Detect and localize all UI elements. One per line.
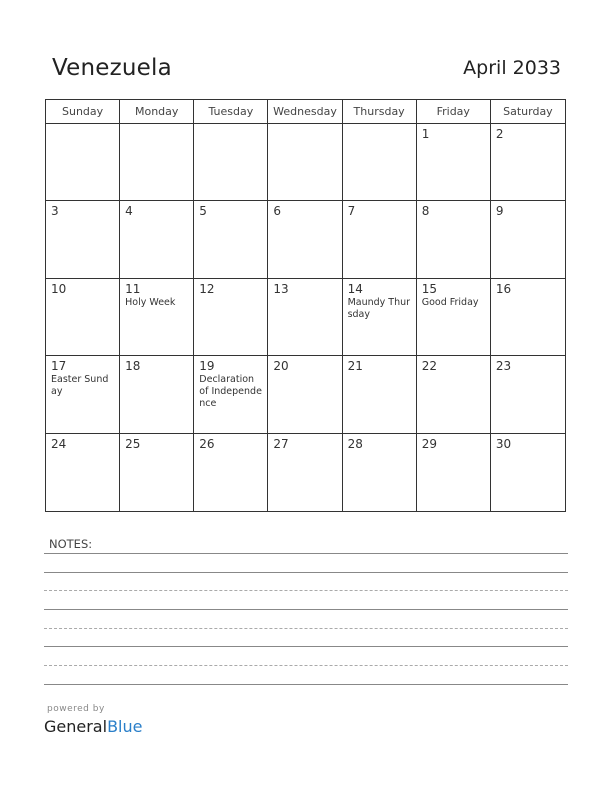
holiday-label: Easter Sunday [51,374,109,398]
day-number: 6 [273,204,282,219]
day-number: 25 [125,436,141,451]
powered-by-text: powered by [47,704,105,714]
day-cell-29 [417,434,491,511]
day-number: 19 [199,359,215,374]
day-number: 5 [199,204,207,219]
calendar-country-title: Venezuela [52,55,172,81]
brand-blue-text: Blue [107,717,143,736]
day-number: 21 [347,359,363,374]
day-cell-19 [194,356,268,433]
brand-general-text: General [44,717,108,736]
day-number: 3 [51,204,59,219]
day-cell-30 [491,434,565,511]
day-cell-8 [417,201,491,278]
day-number: 20 [273,359,289,374]
day-number: 16 [495,281,512,296]
day-cell-15 [417,279,491,356]
day-cell-28 [343,434,417,511]
day-cell-16 [491,279,565,356]
day-number: 29 [421,436,437,451]
day-number: 8 [421,204,430,219]
weekday-header-tuesday: Tuesday [194,100,268,124]
notes-line [44,609,568,610]
day-number: 22 [421,359,437,374]
day-cell-6 [268,201,342,278]
day-cell-empty [120,124,194,201]
day-cell-1 [417,124,491,201]
day-number: 15 [421,281,437,296]
day-cell-17 [46,356,120,433]
day-cell-22 [417,356,491,433]
day-number: 28 [347,436,363,451]
calendar-month-title: April 2033 [463,57,561,79]
day-number: 2 [495,127,504,141]
day-cell-empty [343,124,417,201]
weekday-header-thursday: Thursday [343,100,417,124]
notes-label: NOTES: [49,537,93,551]
holiday-label: Good Friday [421,296,479,308]
day-cell-empty [46,124,120,201]
notes-line [44,553,568,554]
day-cell-14 [343,279,417,356]
day-cell-10 [46,279,120,356]
day-number: 7 [347,204,356,219]
day-cell-23 [491,356,565,433]
day-cell-3 [46,201,120,278]
notes-line [44,572,568,573]
day-cell-11 [120,279,194,356]
day-number: 1 [421,127,430,141]
day-number: 18 [125,359,141,374]
day-number: 17 [51,359,67,374]
holiday-label: Declaration of Independence [199,374,262,410]
day-cell-25 [120,434,194,511]
holiday-label: Holy Week [125,296,176,308]
day-cell-26 [194,434,268,511]
notes-line [44,684,568,685]
day-number: 23 [495,359,512,374]
day-cell-5 [194,201,268,278]
day-number: 9 [495,204,504,219]
day-cell-2 [491,124,565,201]
day-cell-21 [343,356,417,433]
day-cell-27 [268,434,342,511]
day-number: 26 [199,436,215,451]
day-number: 10 [51,281,67,296]
day-number: 27 [273,436,289,451]
weekday-header-saturday: Saturday [491,100,565,124]
day-number: 13 [273,281,289,296]
day-number: 14 [347,281,363,296]
day-cell-12 [194,279,268,356]
day-cell-7 [343,201,417,278]
weekday-header-monday: Monday [120,100,194,124]
day-cell-4 [120,201,194,278]
notes-line [44,590,568,591]
day-cell-9 [491,201,565,278]
day-cell-empty [268,124,342,201]
day-cell-20 [268,356,342,433]
day-number: 4 [125,204,133,219]
notes-line [44,665,568,666]
day-cell-24 [46,434,120,511]
weekday-header-friday: Friday [417,100,491,124]
generalblue-logo [44,717,142,736]
notes-line [44,628,568,629]
day-number: 11 [125,281,141,296]
day-cell-empty [194,124,268,201]
weekday-header-sunday: Sunday [46,100,120,124]
day-number: 12 [199,281,215,296]
day-number: 30 [495,436,512,451]
notes-line [44,646,568,647]
weekday-header-wednesday: Wednesday [268,100,342,124]
month-calendar-grid [45,99,566,512]
day-cell-13 [268,279,342,356]
day-number: 24 [51,436,67,451]
holiday-label: Maundy Thursday [347,296,411,320]
day-cell-18 [120,356,194,433]
